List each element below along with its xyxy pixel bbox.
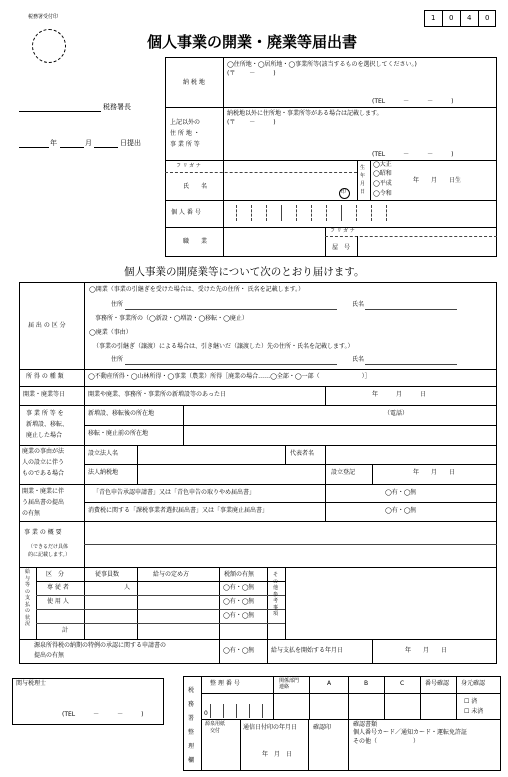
form-title: 個人事業の開業・廃業等届出書 — [147, 33, 358, 51]
office-use-confirm-stamp-label: 確認印 — [313, 724, 332, 731]
office-use-identity-check: 身元確認 — [461, 680, 486, 687]
office-use-serial-label: 整 理 番 号 — [210, 680, 240, 687]
category-addr2-label: 住所 — [111, 356, 124, 363]
office-use-col-a: A — [327, 680, 332, 687]
era-heisei[interactable]: ◯平成 — [373, 180, 392, 187]
income-label: 所 得 の 種 類 — [26, 373, 64, 380]
office-use-docs-label: 確認書類 — [353, 721, 378, 728]
office-use-zero: 0 — [204, 710, 208, 717]
special-yesno[interactable]: ◯有・◯無 — [223, 647, 255, 654]
filings-consumption-yesno[interactable]: ◯有・◯無 — [385, 507, 417, 514]
office-phone-label: （電話） — [384, 410, 409, 417]
form-code-digit: 4 — [467, 14, 472, 22]
corp-tax-place-label: 法人納税地 — [88, 469, 119, 476]
wages-row-total: 計 — [62, 627, 69, 634]
category-open-option[interactable]: ◯開業（事業の引継ぎを受けた場合は、受けた先の住所・ 氏名を記載します。） — [89, 286, 305, 293]
other-address-label: 事 業 所 等 — [170, 141, 200, 148]
filings-blue-return: 「青色申告承認申請書」又は「青色申告の取りやめ届出書」 — [93, 489, 256, 496]
outline-label: 事 業 の 概 要 — [24, 529, 62, 536]
name-furigana-label: フ リ ガ ナ — [176, 163, 201, 169]
office-move-label: 事 業 所 等 を — [26, 410, 64, 417]
trade-furigana-label: フ リ ガ ナ — [330, 228, 355, 234]
category-addr-label: 住所 — [111, 301, 124, 308]
section-title: 個人事業の開廃業等について次のとおり届けます。 — [124, 266, 365, 278]
office-use-docs-options: 個人番号カード／通知カード・運転免許証 — [353, 729, 468, 736]
birth-date-suffix: 年 月 日生 — [413, 177, 462, 184]
filings-consumption-tax: 消費税に関する「課税事業者選択届出書」又は「事業廃止届出書」 — [88, 507, 269, 514]
income-options[interactable]: ◯不動産所得・◯山林所得・◯事業（農業）所得［廃業の場合……◯全部・◯一部（ ）］ — [88, 373, 371, 380]
filings-blue-yesno[interactable]: ◯有・◯無 — [385, 489, 417, 496]
category-close-option[interactable]: ◯廃業（事由） — [89, 329, 132, 336]
era-showa[interactable]: ◯昭和 — [373, 170, 392, 177]
my-number-label: 個 人 番 号 — [171, 209, 201, 216]
filings-label: の有無 — [22, 510, 41, 517]
job-label: 職 業 — [183, 238, 208, 245]
name-label: 氏 名 — [183, 183, 208, 190]
office-move-label: 新増設、移転、 — [26, 421, 69, 428]
date-year: 年 — [50, 139, 57, 147]
office-use-box — [183, 676, 501, 771]
corp-label: ものである場合 — [22, 470, 65, 477]
other-address-note: 納税地以外に住所地・事業所等がある場合は記載します。 — [227, 110, 383, 117]
open-date-text: 開業や廃業、事務所・事業所の新増設等のあった日 — [88, 391, 226, 398]
birth-label: 生年月日 — [360, 165, 366, 195]
date-submitted: 日提出 — [120, 139, 141, 147]
corp-registration-label: 設立登記 — [331, 469, 356, 476]
wages-unit: 人 — [124, 584, 131, 591]
place-tel[interactable]: (TEL － － ) — [372, 98, 454, 105]
office-use-number-check: 番号確認 — [425, 680, 450, 687]
corp-name-label: 設立法人名 — [88, 450, 119, 457]
office-use-side-label: 税務署整理欄 — [188, 687, 195, 764]
category-label: 届 出 の 区 分 — [28, 322, 66, 329]
reception-stamp-circle — [32, 29, 66, 63]
other-notes-label: その他参考事項 — [273, 572, 279, 617]
other-address-label: 住 所 地 ・ — [170, 130, 200, 137]
filings-label: 開業・廃業に伴 — [22, 488, 65, 495]
office-use-form-label: 交付 — [210, 728, 221, 734]
wages-header-count: 従事員数 — [95, 571, 120, 578]
corp-label: 廃業の事由が法 — [22, 448, 65, 455]
category-name-label: 氏名 — [352, 301, 365, 308]
corp-registration-date[interactable]: 年 月 日 — [413, 469, 456, 476]
office-use-dept-label: 関係部門連絡 — [279, 678, 300, 690]
other-address-postal[interactable]: (〒 － ) — [227, 119, 276, 126]
form-code-digit: 1 — [431, 14, 436, 22]
wages-header-tax: 税額の有無 — [224, 571, 255, 578]
wages-header-category: 区 分 — [46, 571, 65, 578]
wages-side-label: 給与等の支払の状況 — [25, 569, 31, 627]
special-text: 源泉所得税の納期の特例の承認に関する申請書の — [34, 642, 167, 649]
outline-note: 的に記載します。） — [28, 552, 71, 558]
open-date-value[interactable]: 年 月 日 — [372, 391, 427, 398]
wage-start-date[interactable]: 年 月 日 — [405, 647, 448, 654]
trade-name-label: 屋 号 — [332, 244, 351, 251]
wages-row-employee: 使 用 人 — [47, 598, 69, 605]
other-address-label: 上記以外の — [170, 119, 201, 126]
office-new-location-label: 新増設、移転後の所在地 — [88, 410, 155, 417]
wages-tax-yesno[interactable]: ◯有・◯無 — [223, 598, 255, 605]
era-taisho[interactable]: ◯大正 — [373, 161, 392, 168]
category-name2-label: 氏名 — [352, 356, 365, 363]
category-office-option[interactable]: 事務所・事業所の（◯新設・◯増設・◯移転・◯廃止） — [95, 315, 248, 322]
wage-start-label: 給与支払を開始する年月日 — [271, 647, 344, 654]
place-options[interactable]: ◯住所地・◯居所地・◯事業所等(該当するものを選択してください。) — [227, 61, 417, 68]
wages-header-method: 給与の定め方 — [153, 571, 190, 578]
date-month: 月 — [85, 139, 92, 147]
category-close-note: （事業の引継ぎ（譲渡）による場合は、引き継いだ（譲渡した）先の住所・氏名を記載します。） — [93, 343, 354, 350]
form-code-box — [424, 10, 496, 27]
place-postal[interactable]: (〒 － ) — [227, 70, 276, 77]
wages-row-family: 専 従 者 — [47, 584, 69, 591]
form-code-digit: 0 — [449, 14, 454, 22]
stamp-label: 税務署受付印 — [28, 14, 59, 20]
open-date-label: 開業・廃業等日 — [23, 391, 66, 398]
office-use-col-b: B — [364, 680, 369, 687]
office-use-docs-other: その他（ ） — [353, 738, 420, 745]
special-text: 提出の有無 — [34, 652, 65, 659]
corp-rep-label: 代表者名 — [290, 450, 315, 457]
wages-tax-yesno[interactable]: ◯有・◯無 — [223, 584, 255, 591]
seal-label: 印 — [341, 189, 347, 195]
wages-tax-yesno[interactable]: ◯有・◯無 — [223, 612, 255, 619]
preparer-label: 関与税理士 — [16, 680, 47, 687]
office-use-not-done[interactable]: ☐ 未済 — [464, 708, 484, 715]
tax-office-suffix: 税務署長 — [103, 103, 131, 111]
corp-label: 人の設立に伴う — [22, 459, 65, 466]
form-code-digit: 0 — [485, 14, 490, 22]
era-reiwa[interactable]: ◯令和 — [373, 190, 392, 197]
office-use-done[interactable]: ☐ 済 — [464, 698, 478, 705]
preparer-tel[interactable]: (TEL － － ) — [62, 711, 144, 718]
other-address-tel[interactable]: (TEL － － ) — [372, 151, 454, 158]
office-use-form-label: 源泉用紙 — [205, 721, 226, 727]
outline-note: （できるだけ具体 — [28, 544, 69, 550]
office-move-label: 廃止した場合 — [26, 432, 63, 439]
office-old-location-label: 移転・廃止前の所在地 — [88, 430, 149, 437]
filings-label: う届出書の提出 — [22, 499, 65, 506]
office-use-date-stamp-label: 通信日付印の年月日 — [243, 724, 298, 731]
office-use-date: 年 月 日 — [262, 751, 293, 758]
office-use-col-c: C — [400, 680, 405, 687]
place-label: 納 税 地 — [183, 79, 205, 86]
